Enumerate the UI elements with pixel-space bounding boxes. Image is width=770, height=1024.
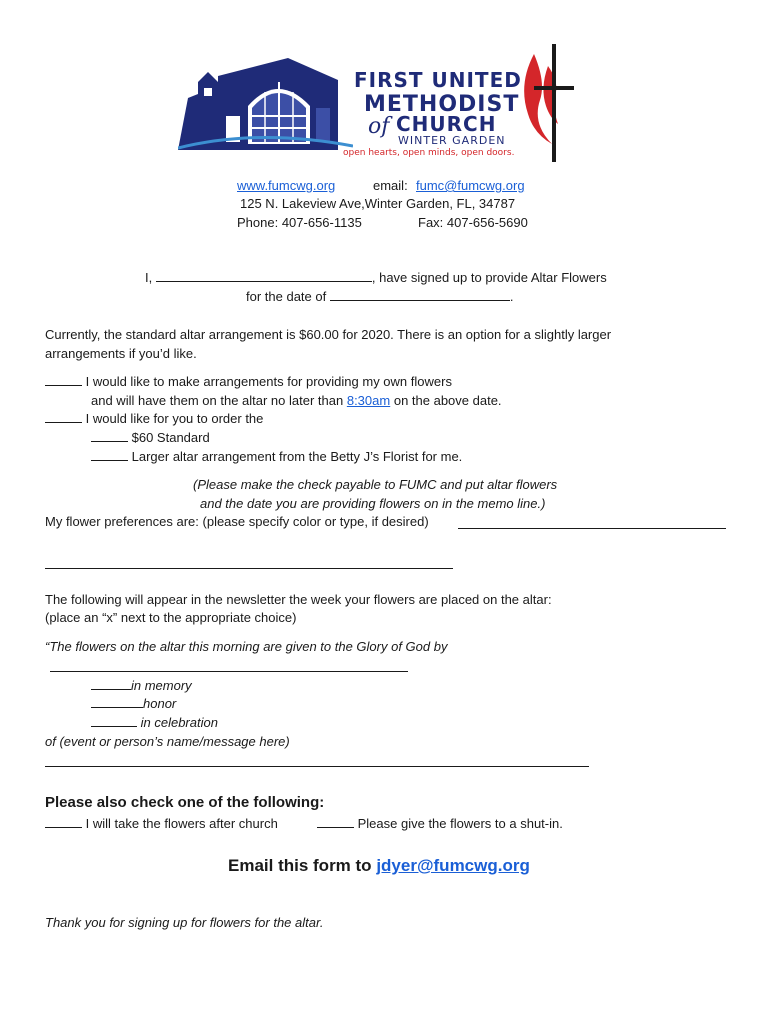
shutin-checkbox[interactable] [317,815,354,828]
logo-of: of [368,114,390,139]
standard-text: $60 Standard [131,430,210,445]
take-text: I will take the flowers after church [85,816,278,831]
check-note1: (Please make the check payable to FUMC and put altar flowers [193,477,558,492]
option-own-flowers [45,373,452,391]
pricing-line1: Currently, the standard altar arrangement is $60.00 for 2020. There is an option for a slightly larger [45,327,612,342]
larger-text: Larger altar arrangement from the Betty J’s Florist for me. [131,449,463,464]
email-link[interactable]: fumc@fumcwg.org [416,178,525,193]
preferences-line1[interactable] [458,528,726,529]
option-own-line2 [91,392,502,410]
email-form-line [228,855,530,877]
standard-checkbox[interactable] [91,429,128,442]
date-suffix: . [509,289,514,304]
in-celebration-text: in celebration [140,715,218,730]
email-label: email: [373,178,408,193]
date-line [246,288,513,306]
option-take [45,815,278,833]
logo-line1: FIRST UNITED [354,68,522,92]
option-order [45,410,263,428]
fax: Fax: 407-656-5690 [418,215,528,230]
cross-and-flame-icon [512,44,580,162]
pricing-line2: arrangements if you’d like. [45,346,197,361]
option-standard [91,429,210,447]
event-line[interactable] [45,766,589,767]
logo-line4: WINTER GARDEN [398,134,506,147]
newsletter-quote: “The flowers on the altar this morning are given to the Glory of God by [45,639,448,654]
shutin-text: Please give the flowers to a shut-in. [357,816,563,831]
name-field[interactable] [156,269,372,282]
option-shutin [317,815,563,833]
option-honor [91,695,176,713]
option-larger [91,448,462,466]
option-in-memory [91,677,192,695]
signup-line [145,269,607,287]
phone: Phone: 407-656-1135 [237,215,362,230]
in-celebration-checkbox[interactable] [91,714,137,727]
honor-text: honor [143,696,177,711]
of-event-label: of (event or person’s name/message here) [45,734,290,749]
in-memory-text: in memory [131,678,192,693]
date-prefix: for the date of [246,289,327,304]
check-note2: and the date you are providing flowers on in the memo line.) [200,496,546,511]
signup-text: , have signed up to provide Altar Flowers [371,270,607,285]
preferences-label: My flower preferences are: (please specify color or type, if desired) [45,514,429,529]
address: 125 N. Lakeview Ave,Winter Garden, FL, 34787 [240,196,516,211]
option-in-celebration [91,714,218,732]
newsletter-line2: (place an “x” next to the appropriate choice) [45,610,297,625]
order-checkbox[interactable] [45,410,82,423]
logo-tagline: open hearts, open minds, open doors. [343,148,515,158]
email-form-label: Email this form to [228,856,372,875]
own-time: 8:30am [346,393,391,408]
signup-i: I, [145,270,153,285]
logo-line2: METHODIST [364,92,520,117]
honor-checkbox[interactable] [91,695,143,708]
thanks-note: Thank you for signing up for flowers for the altar. [45,915,324,930]
own-line2-pre: and will have them on the altar no later than [91,393,344,408]
order-text: I would like for you to order the [85,411,264,426]
date-field[interactable] [330,288,510,301]
larger-checkbox[interactable] [91,448,128,461]
preferences-line2[interactable] [45,568,453,569]
church-building-icon [178,58,353,150]
checkone-heading: Please also check one of the following: [45,794,325,811]
email-form-link[interactable]: jdyer@fumcwg.org [376,856,530,875]
given-by-line[interactable] [50,671,408,672]
logo-line3: CHURCH [396,112,497,136]
own-flowers-text: I would like to make arrangements for providing my own flowers [85,374,452,389]
own-line2-post: on the above date. [393,393,502,408]
own-flowers-checkbox[interactable] [45,373,82,386]
in-memory-checkbox[interactable] [91,677,131,690]
newsletter-line1: The following will appear in the newsletter the week your flowers are placed on the altar: [45,592,552,607]
take-checkbox[interactable] [45,815,82,828]
website-link[interactable]: www.fumcwg.org [237,178,336,193]
